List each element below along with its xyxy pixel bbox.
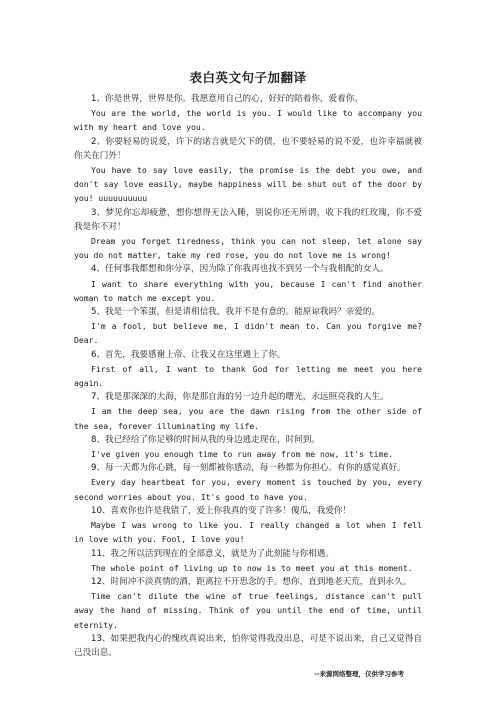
entry-5: [74, 305, 422, 348]
entry-chinese: 11、我之所以活到现在的全部意义，就是为了此刻能与你相遇。: [91, 548, 334, 559]
entry-english: Every day heartbeat for you, every moment is touched by you, every second worries about you. It's good to have you.: [74, 477, 422, 502]
entry-english: You have to say love easily, the promise is the debt you owe, and don't say love easily, maybe happiness will be shut out of the door by you! uuuuuuuuuu: [74, 165, 422, 204]
entry-chinese: 13、如果把我内心的愧疚真说出来，怕你觉得我没出息，可是不说出来，自己又觉得自己没出息。: [74, 633, 422, 658]
entry-9: [74, 461, 422, 504]
entry-english: The whole point of living up to now is to meet you at this moment.: [91, 562, 413, 573]
entry-11: [74, 547, 422, 575]
entry-chinese: 5、我是一个笨蛋，但是请相信我，我并不是有意的。能原谅我吗？亲爱的。: [91, 307, 381, 318]
entry-chinese: 7、我是那深深的大海，你是那自海的另一边升起的曙光，永远照亮我的人生。: [91, 392, 389, 403]
entry-chinese: 6、首先，我要感谢上帝、让我又在这里遇上了你。: [91, 349, 286, 360]
entry-7: [74, 390, 422, 433]
entry-chinese: 3、梦见你忘却疲惫，想你想得无法入睡，别说你还无所谓，收下我的红玫瑰，你不爱我是你不对！: [74, 207, 422, 232]
entry-chinese: 2、你要轻易的说爱，许下的诺言就是欠下的债，也不要轻易的说不爱，也许幸福就被你关在门外！: [74, 136, 422, 161]
entry-english: I want to share everything with you, because I can't find another woman to match me except you.: [74, 278, 422, 303]
entry-english: First of all, I want to thank God for letting me meet you here again.: [74, 363, 422, 389]
entry-english: Time can't dilute the wine of true feelings, distance can't pull away the hand of missing. Think of you until the end of time, until eternity.: [74, 591, 422, 630]
entry-chinese: 8、我已经给了你足够的时间从我的身边逃走现在，时间到。: [91, 434, 320, 445]
entry-english: I am the deep sea, you are the dawn rising from the other side of the sea, forever illuminating my life.: [74, 406, 422, 431]
entry-chinese: 12、时间冲不淡真情的酒，距离拉不开思念的手。想你，直到地老天荒，直到永久。: [91, 576, 412, 587]
entry-12: [74, 575, 422, 632]
entry-8: [74, 433, 422, 461]
entry-english: I'm a fool, but believe me, I didn't mean to. Can you forgive me? Dear.: [74, 321, 422, 346]
entry-english: Dream you forget tiredness, think you can not sleep, let alone say you do not matter, take my red rose, you do not love me is wrong!: [74, 236, 422, 261]
entry-chinese: 4、任何事我都想和你分享，因为除了你我再也找不到另一个与我相配的女人。: [91, 264, 389, 275]
entry-english: I've given you enough time to run away from me now, it's time.: [91, 449, 394, 460]
entry-4: [74, 262, 422, 305]
source-footer: --来源网络整理，仅供学习参考: [314, 670, 404, 678]
entry-10: [74, 504, 422, 547]
entry-1: [74, 92, 422, 135]
entry-6: [74, 348, 422, 391]
entry-chinese: 10、喜欢你也许是我错了，爱上你我真的变了许多！傻瓜，我爱你！: [91, 505, 352, 516]
entry-3: [74, 206, 422, 263]
entry-chinese: 9、每一天都为你心跳，每一刻都被你感动，每一秒都为你担心。有你的感觉真好。: [91, 463, 406, 474]
entry-english: Maybe I was wrong to like you. I really changed a lot when I fell in love with you. Fool, I love you!: [74, 520, 422, 545]
entry-2: [74, 135, 422, 206]
entry-chinese: 1、你是世界，世界是你。我愿意用自己的心，好好的陪着你，爱着你。: [91, 94, 363, 104]
entry-13: [74, 632, 422, 660]
entry-english: You are the world, the world is you. I would like to accompany you with my heart and love you.: [74, 108, 422, 133]
document-title: 表白英文句子加翻译: [189, 70, 307, 85]
